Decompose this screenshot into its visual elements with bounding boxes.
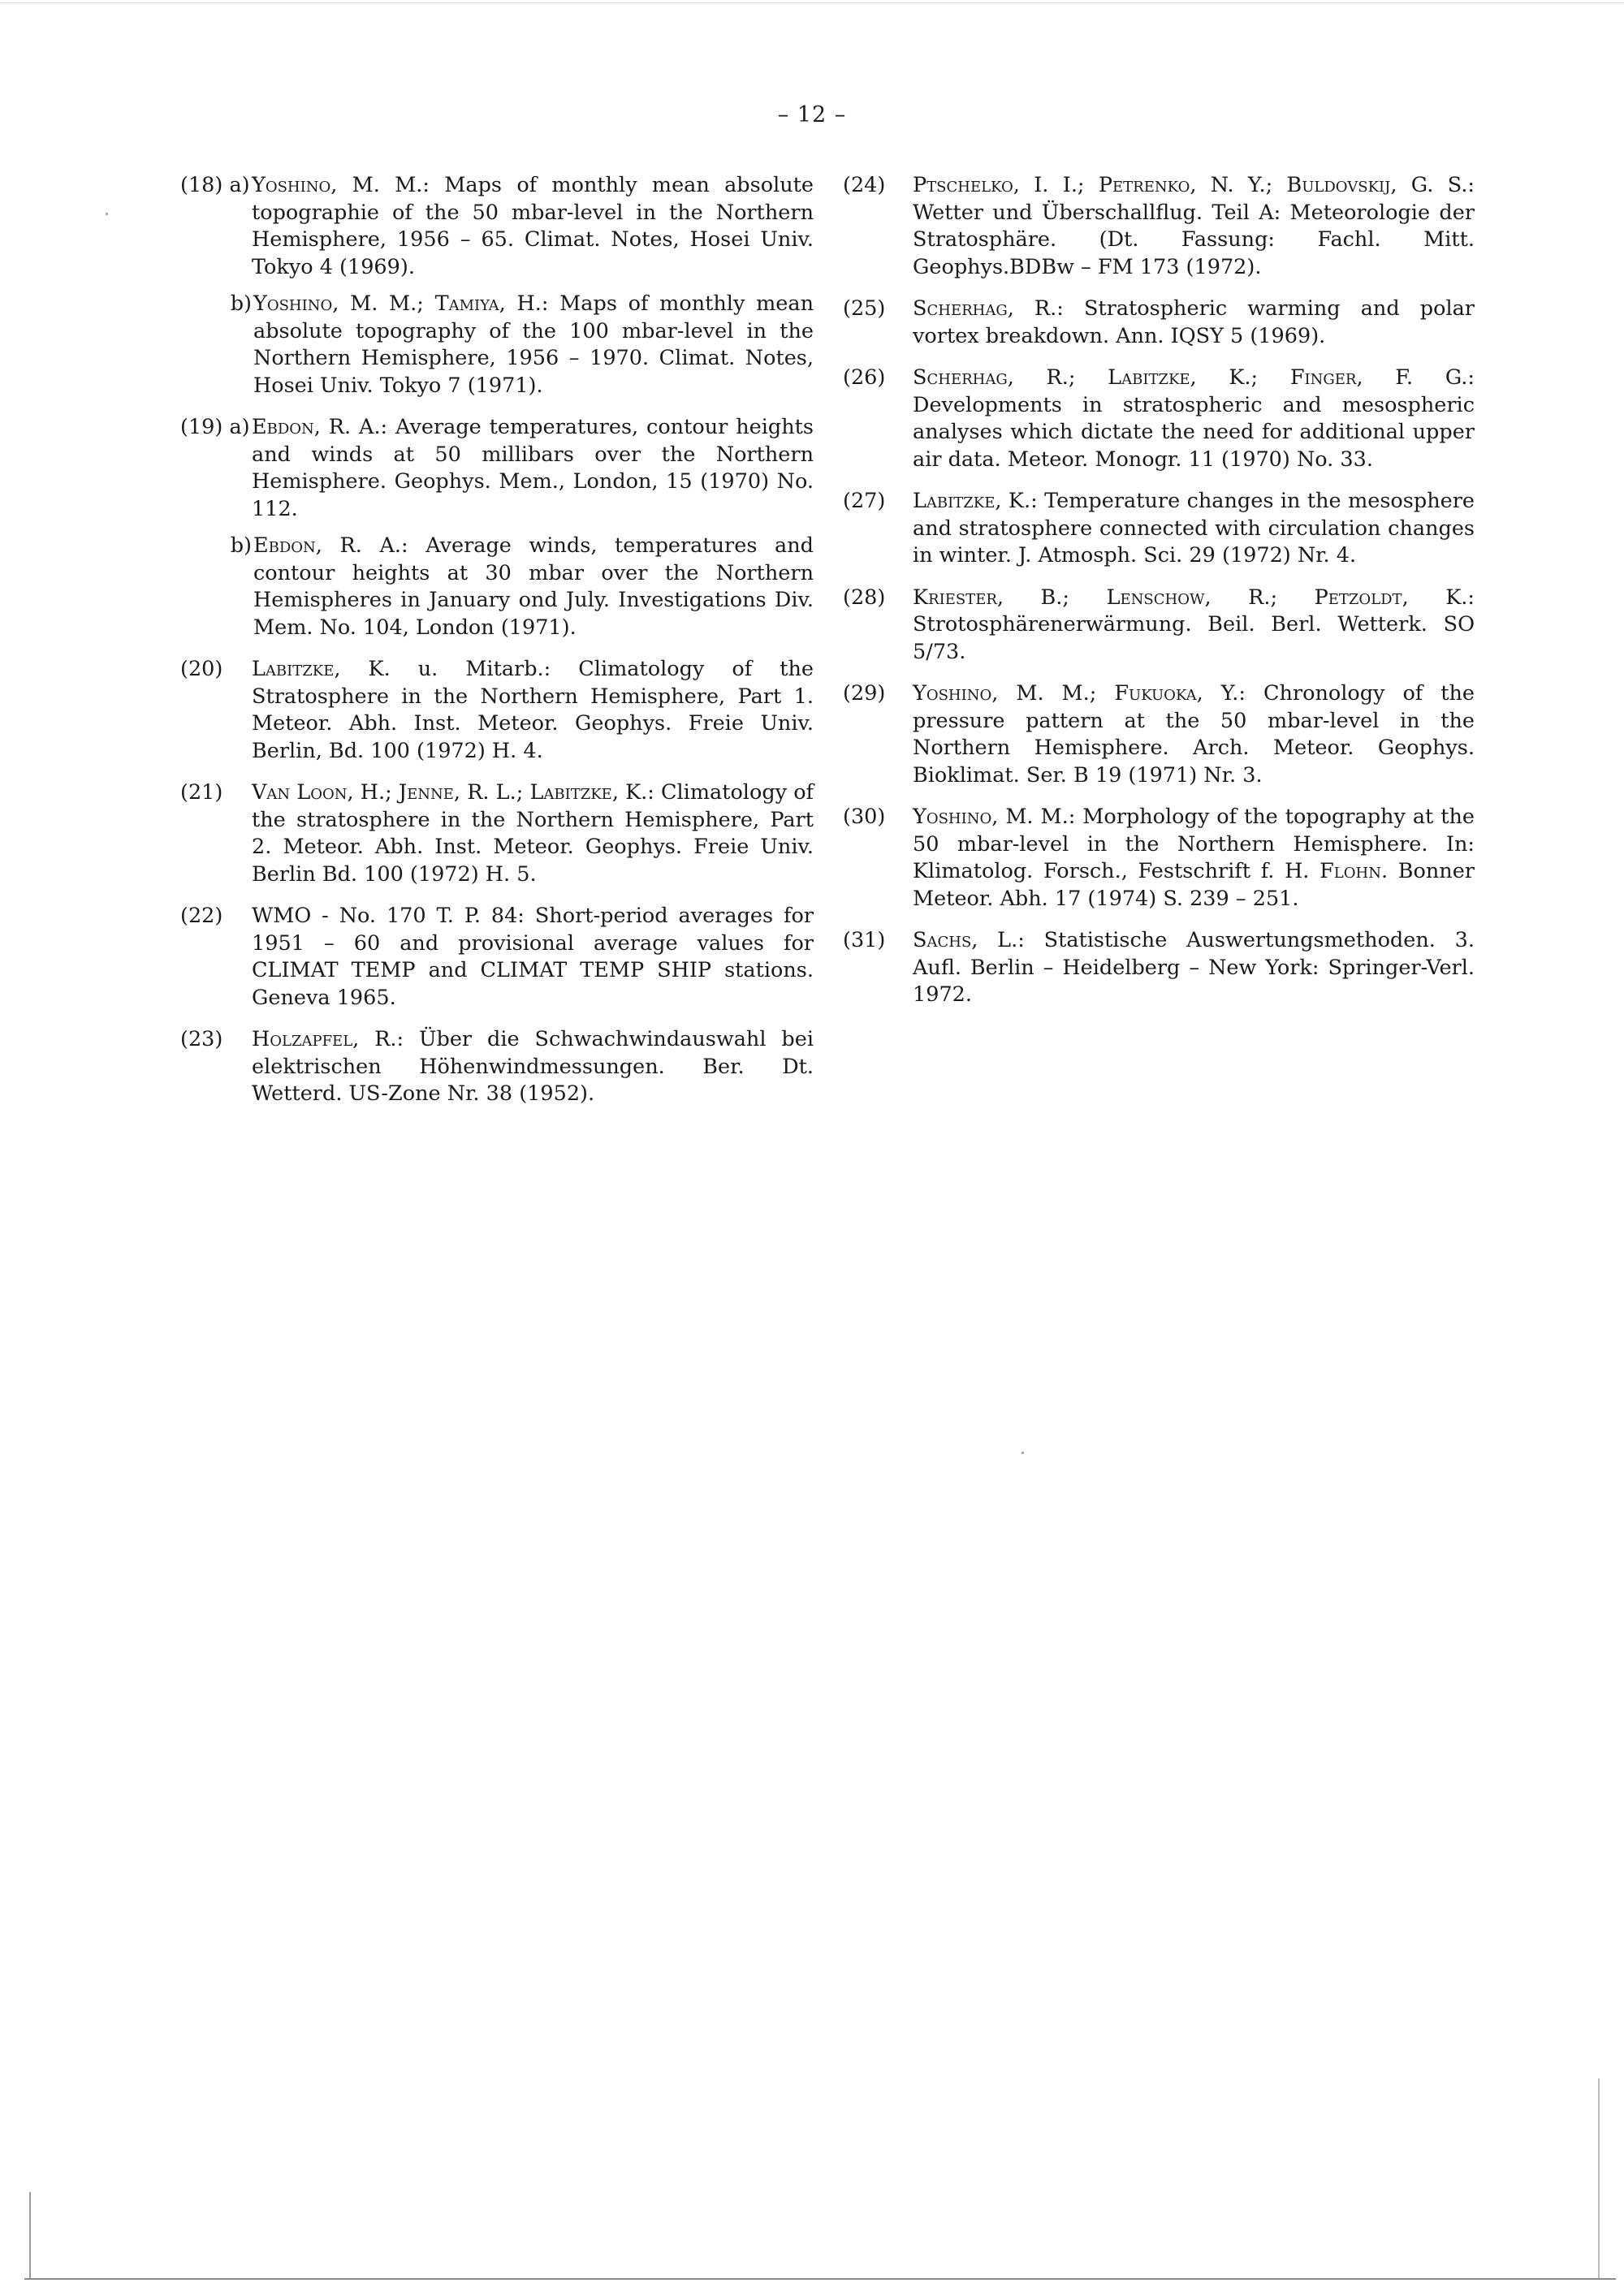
reference-text bbox=[252, 903, 814, 1012]
scan-edge-right bbox=[1598, 2078, 1600, 2278]
reference-text bbox=[913, 488, 1475, 570]
reference-number: (19) a) bbox=[180, 415, 250, 439]
reference-number: (22) bbox=[180, 904, 223, 928]
scan-edge-top bbox=[0, 2, 1624, 3]
reference-body: , R. A.: Average winds, temperatures and contour heights at 30 mbar over the Northern Hemispheres in January ond July. Investigations Div. Mem. No. 104, London (1971). bbox=[253, 533, 814, 640]
reference-author: Ptschelko bbox=[913, 173, 1013, 197]
reference-body: , I. I.; bbox=[1013, 173, 1099, 197]
reference-30 bbox=[843, 804, 1475, 913]
reference-body: , Y.: Chronology of the pressure pattern at the 50 mbar-level in the Northern Hemisphere. Arch. Meteor. Geophys. Bioklimat. Ser. B 19 (1971) Nr. 3. bbox=[913, 681, 1475, 788]
reference-text bbox=[913, 804, 1475, 913]
reference-body: , K.: Climatology of the stratosphere in the Northern Hemisphere, Part 2. Meteor. Abh. Inst. Meteor. Geophys. Freie Univ. Berlin Bd. 100 (1972) H. 5. bbox=[252, 780, 814, 887]
reference-author: Van Loon bbox=[252, 780, 348, 805]
reference-author: Lenschow bbox=[1106, 585, 1205, 610]
reference-number: b) bbox=[230, 533, 252, 558]
reference-author: Yoshino bbox=[913, 805, 992, 829]
reference-text bbox=[913, 365, 1475, 473]
reference-31 bbox=[843, 927, 1475, 1009]
reference-21 bbox=[180, 779, 814, 888]
reference-number: (25) bbox=[843, 296, 886, 321]
references-left-column bbox=[180, 172, 814, 1123]
reference-author: Kriester bbox=[913, 585, 997, 610]
reference-24 bbox=[843, 172, 1475, 281]
reference-body: , F. G.: Developments in stratospheric and mesospheric analyses which dictate the need for additional upper air data. Meteor. Monogr. 11 (1970) No. 33. bbox=[913, 365, 1475, 472]
reference-author: Yoshino bbox=[253, 291, 333, 316]
reference-text bbox=[252, 1026, 814, 1108]
reference-author: Labitzke bbox=[252, 657, 335, 681]
reference-author: Labitzke bbox=[529, 780, 612, 805]
reference-author: Buldovskij bbox=[1286, 173, 1391, 197]
reference-text bbox=[252, 779, 814, 888]
reference-body: WMO - No. 170 T. P. 84: Short-period averages for 1951 – 60 and provisional average values for CLIMAT TEMP and CLIMAT TEMP SHIP stations. Geneva 1965. bbox=[252, 904, 814, 1010]
reference-number: (29) bbox=[843, 681, 886, 706]
reference-text bbox=[252, 172, 814, 281]
reference-text bbox=[253, 533, 814, 641]
reference-number: (27) bbox=[843, 489, 886, 513]
reference-author: Scherhag bbox=[913, 296, 1008, 321]
references-right-column bbox=[843, 172, 1475, 1024]
reference-number: (31) bbox=[843, 928, 886, 952]
reference-26 bbox=[843, 365, 1475, 473]
reference-body: , H.; bbox=[347, 780, 399, 805]
reference-author: Petzoldt bbox=[1314, 585, 1402, 610]
reference-text bbox=[252, 656, 814, 765]
reference-body: , H.: Maps of monthly mean absolute topography of the 100 mbar-level in the Northern Hemisphere, 1956 – 1970. Climat. Notes, Hosei Univ. Tokyo 7 (1971). bbox=[253, 291, 814, 398]
reference-body: , L.: Statistische Auswertungsmethoden. 3. Aufl. Berlin – Heidelberg – New York: Springer-Verl. 1972. bbox=[913, 928, 1475, 1007]
scan-edge-bottom bbox=[24, 2278, 1616, 2280]
reference-author: Labitzke bbox=[913, 489, 996, 513]
reference-author: Ebdon bbox=[253, 533, 316, 558]
reference-text bbox=[913, 296, 1475, 350]
reference-body: , G. S.: Wetter und Überschallflug. Teil A: Meteorologie der Stratosphäre. (Dt. Fassung: Fachl. Mitt. Geophys.BDBw – FM 173 (1972). bbox=[913, 173, 1475, 279]
reference-number: (20) bbox=[180, 657, 223, 681]
reference-body: . Bonner Meteor. Abh. 17 (1974) S. 239 – 251. bbox=[913, 859, 1475, 911]
reference-author: Flohn bbox=[1320, 859, 1381, 883]
reference-author: Yoshino bbox=[252, 173, 331, 197]
reference-author: Petrenko bbox=[1098, 173, 1190, 197]
scan-speck bbox=[106, 213, 108, 215]
reference-body: , R.; bbox=[1007, 365, 1108, 390]
reference-body: , K.: Strotosphärenerwärmung. Beil. Berl. Wetterk. SO 5/73. bbox=[913, 585, 1475, 664]
reference-22 bbox=[180, 903, 814, 1012]
reference-body: , R. L.; bbox=[453, 780, 530, 805]
reference-text bbox=[913, 927, 1475, 1009]
reference-body: , M. M.; bbox=[332, 291, 435, 316]
reference-18b bbox=[180, 291, 814, 399]
reference-body: , R. A.: Average temperatures, contour heights and winds at 50 millibars over the Northern Hemisphere. Geophys. Mem., London, 15 (1970) No. 112. bbox=[252, 415, 814, 521]
reference-text bbox=[253, 291, 814, 399]
reference-author: Ebdon bbox=[252, 415, 314, 439]
reference-text bbox=[913, 585, 1475, 667]
reference-18a bbox=[180, 172, 814, 281]
reference-text bbox=[913, 680, 1475, 789]
reference-author: Finger bbox=[1289, 365, 1357, 390]
reference-author: Yoshino bbox=[913, 681, 992, 706]
reference-body: , M. M.: Morphology of the topography at the 50 mbar-level in the Northern Hemisphere. In: Klimatolog. Forsch., Festschrift f. H. bbox=[913, 805, 1475, 883]
reference-23 bbox=[180, 1026, 814, 1108]
reference-text bbox=[252, 414, 814, 523]
reference-29 bbox=[843, 680, 1475, 789]
reference-number: (21) bbox=[180, 780, 223, 805]
reference-number: (24) bbox=[843, 173, 886, 197]
reference-body: , M. M.; bbox=[991, 681, 1115, 706]
reference-body: , R.; bbox=[1204, 585, 1315, 610]
reference-author: Scherhag bbox=[913, 365, 1008, 390]
reference-body: , M. M.: Maps of monthly mean absolute topographie of the 50 mbar-level in the Northern Hemisphere, 1956 – 65. Climat. Notes, Hosei Univ. Tokyo 4 (1969). bbox=[252, 173, 814, 279]
reference-20 bbox=[180, 656, 814, 765]
reference-body: , B.; bbox=[996, 585, 1107, 610]
reference-number: (23) bbox=[180, 1027, 223, 1051]
reference-text bbox=[913, 172, 1475, 281]
reference-19a bbox=[180, 414, 814, 523]
reference-25 bbox=[843, 296, 1475, 350]
reference-body: , R.: Über die Schwachwindauswahl bei elektrischen Höhenwindmessungen. Ber. Dt. Wetterd. US-Zone Nr. 38 (1952). bbox=[252, 1027, 814, 1106]
reference-author: Holzapfel bbox=[252, 1027, 353, 1051]
reference-author: Jenne bbox=[398, 780, 454, 805]
reference-number: (18) a) bbox=[180, 173, 250, 197]
reference-author: Labitzke bbox=[1108, 365, 1190, 390]
reference-28 bbox=[843, 585, 1475, 667]
reference-body: , K.; bbox=[1190, 365, 1290, 390]
reference-body: , R.: Stratospheric warming and polar vortex breakdown. Ann. IQSY 5 (1969). bbox=[913, 296, 1475, 348]
reference-author: Sachs bbox=[913, 928, 972, 952]
reference-body: , K.: Temperature changes in the mesosphere and stratosphere connected with circulation changes in winter. J. Atmosph. Sci. 29 (1972) Nr. 4. bbox=[913, 489, 1475, 568]
reference-author: Fukuoka bbox=[1114, 681, 1197, 706]
reference-number: (28) bbox=[843, 585, 886, 610]
scan-edge-left bbox=[29, 2192, 31, 2278]
page-number: – 12 – bbox=[777, 102, 847, 127]
reference-27 bbox=[843, 488, 1475, 570]
scan-speck bbox=[1021, 1452, 1024, 1454]
reference-number: (26) bbox=[843, 365, 886, 390]
reference-number: b) bbox=[230, 291, 252, 316]
reference-body: , N. Y.; bbox=[1190, 173, 1287, 197]
reference-number: (30) bbox=[843, 805, 886, 829]
reference-19b bbox=[180, 533, 814, 641]
reference-author: Tamiya bbox=[434, 291, 499, 316]
reference-body: , K. u. Mitarb.: Climatology of the Stratosphere in the Northern Hemisphere, Part 1. Meteor. Abh. Inst. Meteor. Geophys. Freie Univ. Berlin, Bd. 100 (1972) H. 4. bbox=[252, 657, 814, 763]
